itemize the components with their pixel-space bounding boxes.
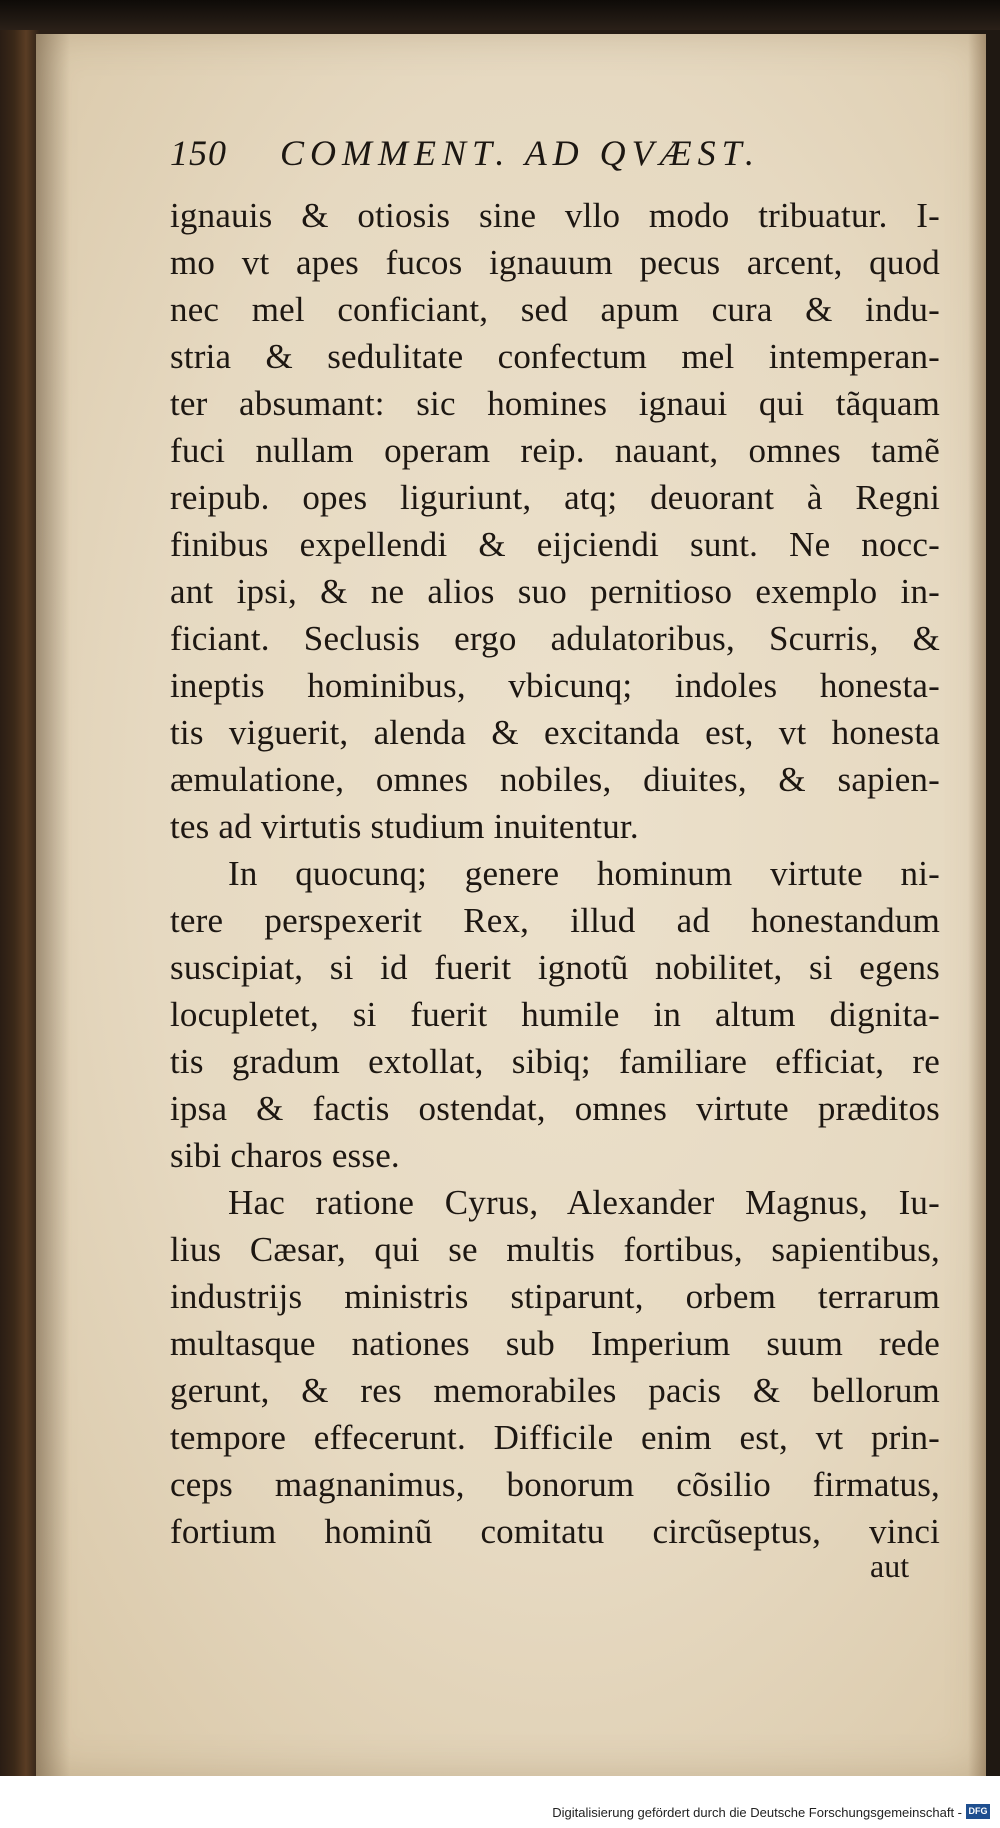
text-line: ant ipsi, & ne alios suo pernitioso exemplo in-	[170, 572, 940, 611]
text-line: æmulatione, omnes nobiles, diuites, & sapien-	[170, 760, 940, 799]
dfg-logo: DFG	[966, 1804, 990, 1819]
text-line: tes ad virtutis studium inuitentur.	[170, 807, 639, 846]
text-line: mo vt apes fucos ignauum pecus arcent, quod	[170, 243, 940, 282]
text-line: nec mel conficiant, sed apum cura & indu-	[170, 290, 940, 329]
text-line: fortium hominũ comitatu circũseptus, vinci	[170, 1512, 940, 1551]
text-line: ter absumant: sic homines ignaui qui tãquam	[170, 384, 940, 423]
text-line: tere perspexerit Rex, illud ad honestandum	[170, 901, 940, 940]
text-line: ignauis & otiosis sine vllo modo tribuatur. I-	[170, 196, 940, 235]
text-line: lius Cæsar, qui se multis fortibus, sapientibus,	[170, 1230, 940, 1269]
text-line: tis viguerit, alenda & excitanda est, vt honesta	[170, 713, 940, 752]
paragraph-start-line: In quocunq; genere hominum virtute ni-	[228, 854, 940, 893]
page-header	[170, 132, 870, 182]
text-line: stria & sedulitate confectum mel intemperan-	[170, 337, 940, 376]
text-line: fuci nullam operam reip. nauant, omnes tamẽ	[170, 431, 940, 470]
text-line: ceps magnanimus, bonorum cõsilio firmatus,	[170, 1465, 940, 1504]
text-line: reipub. opes liguriunt, atq; deuorant à Regni	[170, 478, 940, 517]
text-line: finibus expellendi & eijciendi sunt. Ne nocc-	[170, 525, 940, 564]
text-line: sibi charos esse.	[170, 1136, 400, 1175]
body-text	[170, 192, 940, 1555]
digitization-footer	[0, 1776, 1000, 1828]
page-edge-shadow	[968, 34, 986, 1776]
page-spine-shadow	[36, 34, 70, 1776]
text-line: ficiant. Seclusis ergo adulatoribus, Scurris, &	[170, 619, 940, 658]
running-head: COMMENT. AD QVÆST.	[280, 133, 761, 173]
page-number: 150	[170, 133, 227, 173]
scan-top-edge	[0, 0, 1000, 30]
paragraph-start-line: Hac ratione Cyrus, Alexander Magnus, Iu-	[228, 1183, 940, 1222]
text-line: gerunt, & res memorabiles pacis & bellorum	[170, 1371, 940, 1410]
text-line: tempore effecerunt. Difficile enim est, vt prin-	[170, 1418, 940, 1457]
catchword: aut	[870, 1548, 910, 1584]
text-line: multasque nationes sub Imperium suum rede	[170, 1324, 940, 1363]
text-line: locupletet, si fuerit humile in altum dignita-	[170, 995, 940, 1034]
text-line: tis gradum extollat, sibiq; familiare efficiat, re	[170, 1042, 940, 1081]
text-line: industrijs ministris stiparunt, orbem terrarum	[170, 1277, 940, 1316]
text-line: suscipiat, si id fuerit ignotũ nobilitet, si egens	[170, 948, 940, 987]
text-line: ipsa & factis ostendat, omnes virtute præditos	[170, 1089, 940, 1128]
funding-credit: Digitalisierung gefördert durch die Deutsche Forschungsgemeinschaft -	[552, 1805, 962, 1820]
text-line: ineptis hominibus, vbicunq; indoles honesta-	[170, 666, 940, 705]
